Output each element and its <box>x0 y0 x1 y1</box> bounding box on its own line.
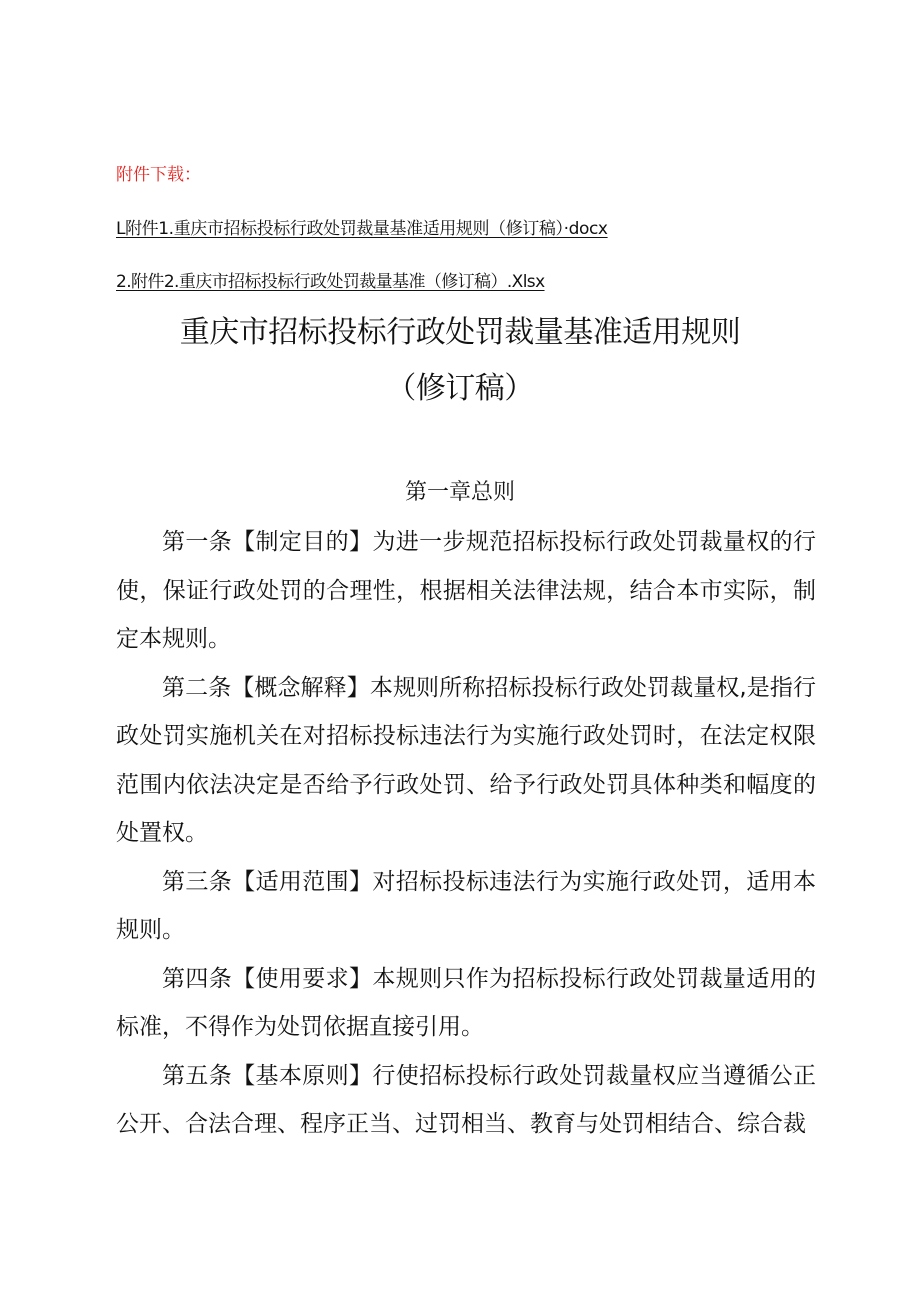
document-body <box>116 518 816 1149</box>
attachment-link-xlsx[interactable]: 2.附件2.重庆市招标投标行政处罚裁量基准（修订稿）.Xlsx <box>116 272 545 292</box>
document-title: 重庆市招标投标行政处罚裁量基准适用规则 <box>179 315 741 350</box>
attachment-link-docx[interactable]: L附件1.重庆市招标投标行政处罚裁量基准适用规则（修订稿）·docx <box>116 219 608 239</box>
chapter-heading: 第一章总则 <box>404 480 515 505</box>
article-5: 第五条【基本原则】行使招标投标行政处罚裁量权应当遵循公正公开、合法合理、程序正当、过罚相当、教育与处罚相结合、综合裁 <box>116 1062 816 1137</box>
document-subtitle: （修订稿） <box>386 371 534 406</box>
article-3: 第三条【适用范围】对招标投标违法行为实施行政处罚，适用本规则。 <box>116 868 816 943</box>
article-1: 第一条【制定目的】为进一步规范招标投标行政处罚裁量权的行使，保证行政处罚的合理性，根据相关法律法规，结合本市实际，制定本规则。 <box>116 529 816 652</box>
attachments-heading: 附件下载： <box>116 165 201 185</box>
article-2: 第二条【概念解释】本规则所称招标投标行政处罚裁量权,是指行政处罚实施机关在对招标投标违法行为实施行政处罚时，在法定权限范围内依法决定是否给予行政处罚、给予行政处罚具体种类和幅度的处置权。 <box>116 674 816 846</box>
article-4: 第四条【使用要求】本规则只作为招标投标行政处罚裁量适用的标准，不得作为处罚依据直接引用。 <box>116 965 816 1040</box>
